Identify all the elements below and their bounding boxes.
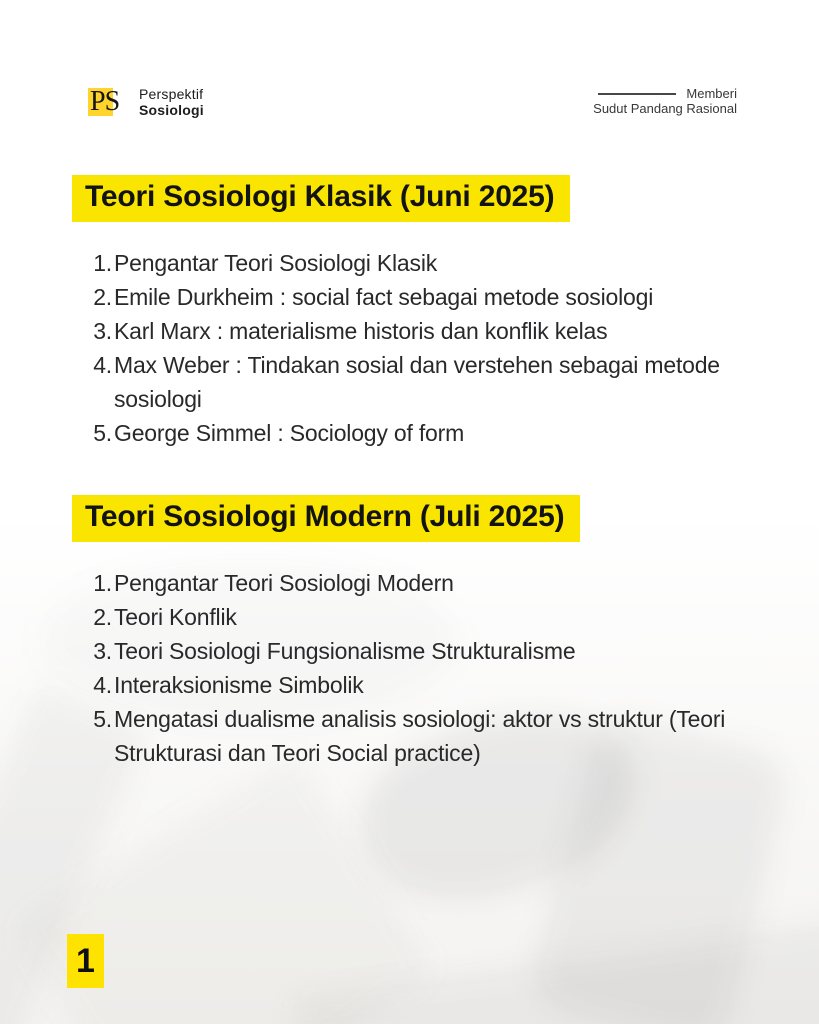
list-item xyxy=(86,280,734,314)
list-item xyxy=(86,702,734,770)
tagline-line1: Memberi xyxy=(686,86,737,101)
brand-name-line2: Sosiologi xyxy=(139,102,204,118)
list-item xyxy=(86,634,734,668)
list-marker: 2. xyxy=(93,604,112,630)
list-item xyxy=(86,600,734,634)
list-marker: 5. xyxy=(93,706,112,732)
list-item xyxy=(86,566,734,600)
list-item-text: Pengantar Teori Sosiologi Modern xyxy=(114,570,454,596)
topic-list-modern xyxy=(72,566,734,770)
logo-monogram-text: PS xyxy=(90,86,120,117)
list-marker: 4. xyxy=(93,352,112,378)
list-item-text: Teori Sosiologi Fungsionalisme Strukturalisme xyxy=(114,638,576,664)
list-marker: 3. xyxy=(93,318,112,344)
brand-name-line1: Perspektif xyxy=(139,86,204,102)
list-item-text: Pengantar Teori Sosiologi Klasik xyxy=(114,250,438,276)
list-item-text: Interaksionisme Simbolik xyxy=(114,672,364,698)
list-item-text: Mengatasi dualisme analisis sosiologi: aktor vs struktur (Teori Strukturasi dan Teori Social practice) xyxy=(114,706,726,766)
list-item-text: George Simmel : Sociology of form xyxy=(114,420,465,446)
brand-logo xyxy=(88,86,204,118)
list-marker: 1. xyxy=(93,250,112,276)
list-marker: 3. xyxy=(93,638,112,664)
list-item xyxy=(86,416,734,450)
list-marker: 4. xyxy=(93,672,112,698)
list-item-text: Teori Konflik xyxy=(114,604,237,630)
page-number-badge: 1 xyxy=(67,934,104,988)
topic-list-klasik xyxy=(72,246,734,450)
list-item xyxy=(86,314,734,348)
section-title-klasik: Teori Sosiologi Klasik (Juni 2025) xyxy=(72,175,570,222)
tagline-line2: Sudut Pandang Rasional xyxy=(593,101,737,116)
brand-tagline xyxy=(593,86,737,116)
tagline-rule-line xyxy=(598,93,676,95)
header xyxy=(0,0,819,118)
main-content xyxy=(0,118,819,770)
list-marker: 5. xyxy=(93,420,112,446)
list-item-text: Emile Durkheim : social fact sebagai metode sosiologi xyxy=(114,284,654,310)
list-item xyxy=(86,668,734,702)
list-item xyxy=(86,348,734,416)
list-marker: 1. xyxy=(93,570,112,596)
list-item-text: Max Weber : Tindakan sosial dan verstehen sebagai metode sosiologi xyxy=(114,352,720,412)
section-title-modern: Teori Sosiologi Modern (Juli 2025) xyxy=(72,495,580,542)
brand-name xyxy=(139,86,204,118)
list-item xyxy=(86,246,734,280)
list-item-text: Karl Marx : materialisme historis dan konflik kelas xyxy=(114,318,608,344)
brand-monogram xyxy=(88,86,130,118)
list-marker: 2. xyxy=(93,284,112,310)
background-desk-shape xyxy=(293,922,819,1024)
